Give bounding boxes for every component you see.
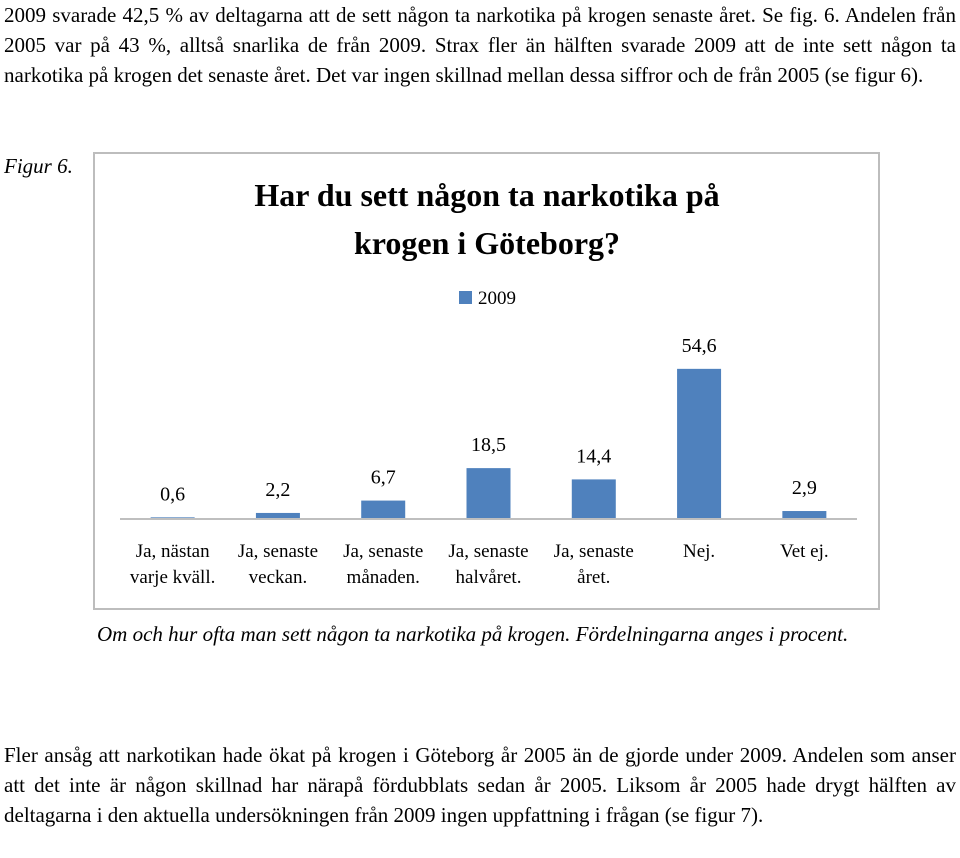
figure-label: Figur 6.	[4, 154, 73, 178]
bar-6	[782, 511, 826, 519]
category-label-2-1: månaden.	[346, 567, 420, 588]
category-label-6-0: Vet ej.	[780, 541, 829, 562]
bar-value-label-0: 0,6	[160, 483, 186, 506]
category-label-1-1: veckan.	[248, 567, 308, 588]
bar-3	[467, 468, 511, 519]
figure-caption: Om och hur ofta man sett någon ta narkotika på krogen. Fördelningarna anges i procent.	[97, 622, 849, 646]
closing-paragraph: Fler ansåg att narkotikan hade ökat på krogen i Göteborg år 2005 än de gjorde under 2009. Andelen som anser att det inte är någon skillnad har närapå fördubblats sedan år 2005. Liksom år 2005 hade drygt hälften av deltagarna i den aktuella undersökningen från 2009 ingen uppfattning i frågan (se figur 7).	[4, 743, 956, 827]
bar-value-label-4: 14,4	[576, 445, 612, 468]
chart-container	[93, 152, 880, 610]
category-label-2-0: Ja, senaste	[343, 541, 424, 562]
intro-paragraph: 2009 svarade 42,5 % av deltagarna att de sett någon ta narkotika på krogen senaste året. Se fig. 6. Andelen från 2005 var på 43 %, alltså snarlika de från 2009. Strax fler än hälften svarade 2009 att de inte sett någon ta narkotika på krogen det senaste året. Det var ingen skillnad mellan dessa siffror och de från 2005 (se figur 6).	[4, 3, 956, 87]
bars-layer	[130, 335, 829, 588]
bar-value-label-5: 54,6	[681, 334, 717, 357]
bar-2	[361, 501, 405, 519]
bar-value-label-6: 2,9	[791, 477, 817, 500]
bar-value-label-3: 18,5	[471, 434, 506, 457]
chart-title-line-1: Har du sett någon ta narkotika på	[254, 177, 720, 213]
category-label-5-0: Nej.	[682, 541, 716, 562]
bar-value-label-1: 2,2	[265, 478, 291, 501]
category-label-4-0: Ja, senaste	[553, 541, 634, 562]
legend-label: 2009	[478, 288, 516, 309]
category-label-0-0: Ja, nästan	[135, 541, 210, 562]
category-label-4-1: året.	[577, 567, 611, 588]
bar-5	[677, 369, 721, 519]
category-label-0-1: varje kväll.	[129, 567, 216, 588]
bar-chart	[95, 154, 878, 608]
category-label-3-0: Ja, senaste	[448, 541, 529, 562]
chart-title-line-2: krogen i Göteborg?	[353, 225, 621, 261]
category-label-1-0: Ja, senaste	[237, 541, 319, 562]
bar-value-label-2: 6,7	[370, 466, 396, 489]
bar-4	[572, 479, 616, 519]
legend-swatch	[459, 291, 472, 304]
category-label-3-1: halvåret.	[455, 567, 522, 588]
